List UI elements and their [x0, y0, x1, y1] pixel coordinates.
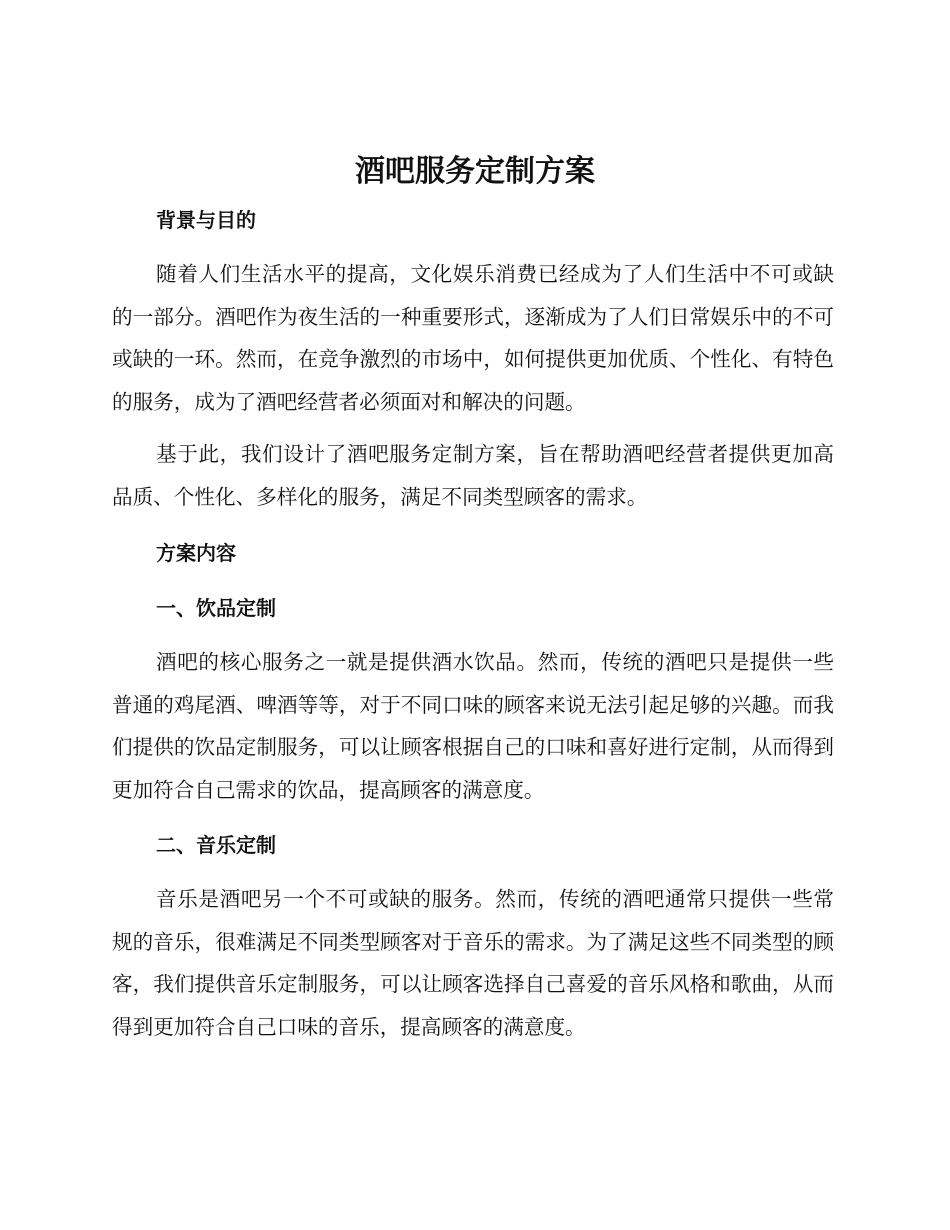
section-heading-music-customization: 二、音乐定制	[156, 833, 276, 857]
section-heading-plan-content: 方案内容	[156, 541, 236, 565]
paragraph-background-1: 随着人们生活水平的提高，文化娱乐消费已经成为了人们生活中不可或缺的一部分。酒吧作为夜生活的一种重要形式，逐渐成为了人们日常娱乐中的不可或缺的一环。然而，在竞争激烈的市场中，如何提供更加优质、个性化、有特色的服务，成为了酒吧经营者必须面对和解决的问题。	[112, 262, 834, 414]
section-heading-drink-customization: 一、饮品定制	[156, 596, 276, 620]
paragraph-background-2: 基于此，我们设计了酒吧服务定制方案，旨在帮助酒吧经营者提供更加高品质、个性化、多样化的服务，满足不同类型顾客的需求。	[112, 442, 834, 509]
section-heading-background: 背景与目的	[156, 208, 256, 232]
document-title: 酒吧服务定制方案	[355, 154, 595, 189]
paragraph-drink-customization: 酒吧的核心服务之一就是提供酒水饮品。然而，传统的酒吧只是提供一些普通的鸡尾酒、啤酒等等，对于不同口味的顾客来说无法引起足够的兴趣。而我们提供的饮品定制服务，可以让顾客根据自己的口味和喜好进行定制，从而得到更加符合自己需求的饮品，提高顾客的满意度。	[112, 650, 834, 802]
paragraph-music-customization: 音乐是酒吧另一个不可或缺的服务。然而，传统的酒吧通常只提供一些常规的音乐，很难满足不同类型顾客对于音乐的需求。为了满足这些不同类型的顾客，我们提供音乐定制服务，可以让顾客选择自己喜爱的音乐风格和歌曲，从而得到更加符合自己口味的音乐，提高顾客的满意度。	[112, 887, 834, 1039]
